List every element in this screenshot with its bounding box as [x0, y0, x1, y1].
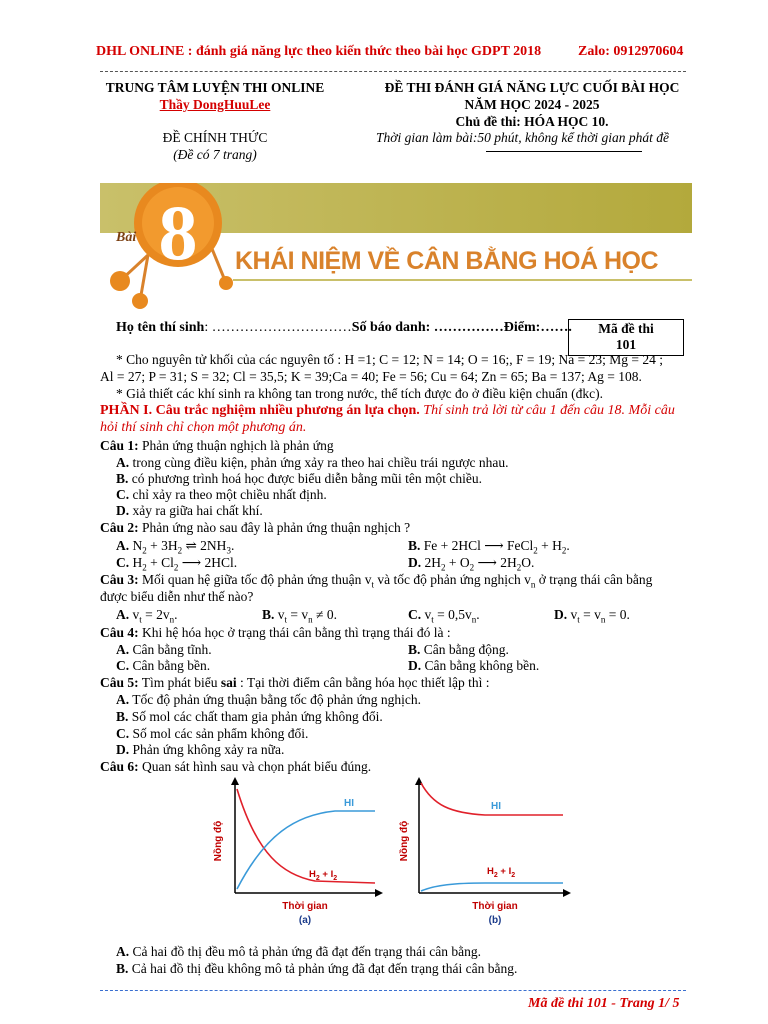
- graph-a-h2i2-label: $H_2 + I_2$: [309, 869, 338, 882]
- q1-stem: Câu 1: Phản ứng thuận nghịch là phản ứng: [100, 438, 334, 453]
- q3-option-c[interactable]: C. $v_t = 0,5v_n$.: [408, 607, 480, 625]
- q2-option-a[interactable]: A. $N_2 + 3H_2$ ⇌ $2NH_3$.: [116, 538, 235, 556]
- exam-code-value: 101: [615, 337, 637, 352]
- exam-subject: Chủ đề thi: HÓA HỌC 10.: [455, 114, 609, 129]
- time-underline: [486, 151, 642, 152]
- q6-option-a[interactable]: A. Cả hai đồ thị đều mô tả phản ứng đã đạt đến trạng thái cân bằng.: [116, 944, 481, 959]
- q1-option-d[interactable]: D. xảy ra giữa hai chất khí.: [116, 503, 263, 518]
- q4-option-a[interactable]: A. Cân bằng tĩnh.: [116, 642, 212, 657]
- q1-option-a[interactable]: A. trong cùng điều kiện, phản ứng xảy ra theo hai chiều trái ngược nhau.: [116, 455, 509, 470]
- school-year: NĂM HỌC 2024 - 2025: [464, 97, 600, 112]
- q2-stem: Câu 2: Phản ứng nào sau đây là phản ứng thuận nghịch ?: [100, 520, 411, 535]
- lesson-number: 8: [158, 189, 198, 276]
- part1-instruction: Thí sinh trả lời từ câu 1 đến câu 18. Mỗi câu: [419, 403, 675, 418]
- score-label[interactable]: Điểm:…….: [503, 320, 572, 335]
- q4-stem: Câu 4: Khi hệ hóa học ở trạng thái cân bằng thì trạng thái đó là :: [100, 625, 451, 640]
- header-divider: [100, 71, 686, 72]
- center-name: TRUNG TÂM LUYỆN THI ONLINE: [105, 80, 325, 95]
- name-label: Họ tên thí sinh: [116, 320, 205, 335]
- q2-option-d[interactable]: D. $2H_2 + O_2$ ⟶ $2H_2O$.: [408, 555, 535, 573]
- lesson-title: KHÁI NIỆM VỀ CÂN BẰNG HOÁ HỌC: [235, 247, 659, 275]
- exam-title: ĐỀ THI ĐÁNH GIÁ NĂNG LỰC CUỐI BÀI HỌC: [384, 80, 680, 95]
- graph-b-caption: (b): [488, 915, 502, 926]
- q5-option-d[interactable]: D. Phản ứng không xảy ra nữa.: [116, 742, 285, 757]
- graph-a-caption: (a): [298, 915, 312, 926]
- exam-code-label: Mã đề thi: [598, 321, 654, 336]
- graph-b-xlabel: Thời gian: [472, 901, 518, 912]
- q6-option-b[interactable]: B. Cả hai đồ thị đều không mô tả phản ứng đã đạt đến trạng thái cân bằng.: [116, 961, 518, 976]
- lesson-word: Bài: [116, 230, 137, 245]
- lesson-banner: [100, 183, 692, 311]
- q4-option-c[interactable]: C. Cân bằng bền.: [116, 658, 211, 673]
- q3-stem: Câu 3: Mối quan hệ giữa tốc độ phản ứng thuận $v_t$ và tốc độ phản ứng nghịch $v_n$ ở trạng thái cân bằng: [100, 572, 653, 590]
- time-note: Thời gian làm bài:50 phút, không kể thời gian phát đề: [376, 130, 670, 145]
- part1-instruction-2: hỏi thí sinh chỉ chọn một phương án.: [100, 420, 307, 435]
- part1-title: PHẦN I. Câu trắc nghiệm nhiều phương án lựa chọn.: [100, 403, 420, 418]
- graph-a-hi-label: HI: [344, 798, 354, 809]
- student-info-line: [116, 320, 572, 336]
- q4-option-d[interactable]: D. Cân bằng không bền.: [408, 658, 540, 673]
- footer-divider: [100, 990, 686, 991]
- q5-option-b[interactable]: B. Số mol các chất tham gia phản ứng không đổi.: [116, 709, 383, 724]
- official-label: ĐỀ CHÍNH THỨC: [162, 130, 268, 145]
- pages-note: (Đề có 7 trang): [173, 147, 257, 162]
- q5-stem: Câu 5: Tìm phát biểu sai : Tại thời điểm cân bằng hóa học thiết lập thì :: [100, 675, 490, 690]
- graph-b-h2i2-label: $H_2 + I_2$: [487, 866, 516, 879]
- name-field[interactable]: : …………………………: [204, 320, 352, 335]
- graph-a: [205, 775, 385, 935]
- q1-option-c[interactable]: C. chỉ xảy ra theo một chiều nhất định.: [116, 487, 327, 502]
- q2-option-c[interactable]: C. $H_2 + Cl_2$ ⟶ 2HCl.: [116, 555, 238, 573]
- graph-a-xlabel: Thời gian: [282, 901, 328, 912]
- q3-option-b[interactable]: B. $v_t = v_n \ne 0$.: [262, 607, 337, 625]
- graph-a-ylabel: Nồng độ: [213, 820, 224, 862]
- q3-option-d[interactable]: D. $v_t = v_n = 0$.: [554, 607, 630, 625]
- q5-option-a[interactable]: A. Tốc độ phản ứng thuận bằng tốc độ phản ứng nghịch.: [116, 692, 421, 707]
- q6-stem: Câu 6: Quan sát hình sau và chọn phát biểu đúng.: [100, 759, 372, 774]
- q2-option-b[interactable]: B. Fe + 2HCl ⟶ FeCl$_2$ + $H_2$.: [408, 538, 570, 556]
- gas-note: * Giả thiết các khí sinh ra không tan trong nước, thể tích được đo ở điều kiện chuẩn (đkc).: [116, 386, 604, 401]
- q5-option-c[interactable]: C. Số mol các sản phẩm không đổi.: [116, 726, 309, 741]
- exam-code-box: [568, 319, 684, 356]
- id-label[interactable]: Số báo danh: ……………: [351, 320, 504, 335]
- part1-title-line: [100, 403, 675, 419]
- graph-b-hi-label: HI: [491, 801, 501, 812]
- footer-page-info: Mã đề thi 101 - Trang 1/ 5: [528, 996, 680, 1011]
- teacher-name: Thầy DongHuuLee: [159, 97, 271, 112]
- q4-option-b[interactable]: B. Cân bằng động.: [408, 642, 509, 657]
- q3-option-a[interactable]: A. $v_t = 2v_n$.: [116, 607, 178, 625]
- graph-b: [395, 775, 575, 935]
- q3-stem-2: được biểu diễn như thế nào?: [100, 589, 254, 604]
- header-zalo: Zalo: 0912970604: [578, 44, 684, 59]
- atomic-mass-line-1: * Cho nguyên tử khối của các nguyên tố : H =1; C = 12; N = 14; O = 16;, F = 19; Na = 23; Mg = 24 ;: [116, 352, 663, 367]
- graph-b-ylabel: Nồng độ: [399, 820, 410, 862]
- header-top-line: DHL ONLINE : đánh giá năng lực theo kiến thức theo bài học GDPT 2018: [96, 44, 542, 59]
- q1-option-b[interactable]: B. có phương trình hoá học được biểu diễn bằng mũi tên một chiều.: [116, 471, 482, 486]
- atomic-mass-line-2: Al = 27; P = 31; S = 32; Cl = 35,5; K = 39;Ca = 40; Fe = 56; Cu = 64; Zn = 65; Ba = 137; Ag = 108.: [100, 369, 642, 384]
